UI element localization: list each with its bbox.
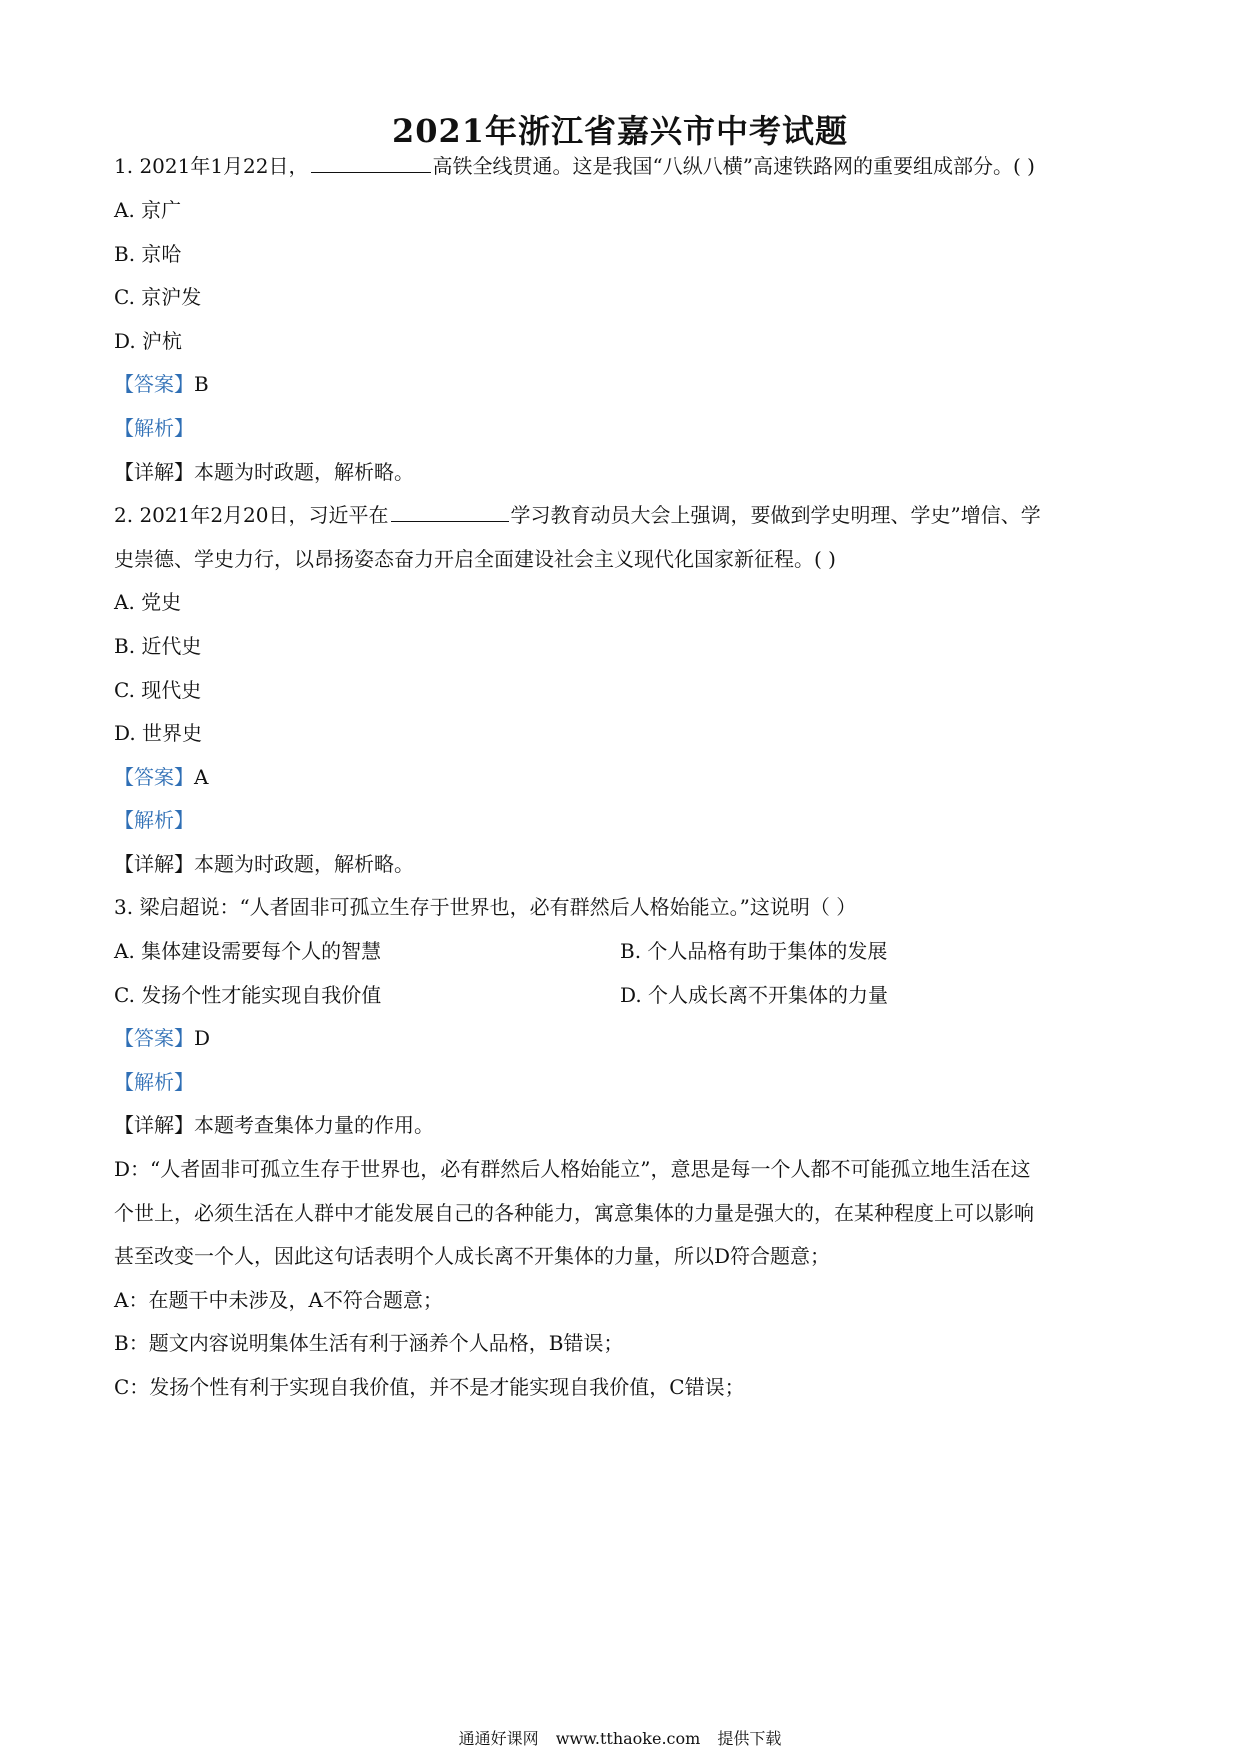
question-2-answer xyxy=(114,763,208,791)
question-3-analysis xyxy=(114,1068,194,1096)
answer-value: A xyxy=(194,765,209,789)
question-1-option-d: D. 沪杭 xyxy=(114,329,183,353)
answer-value: D xyxy=(194,1026,211,1050)
question-1-option-a: A. 京广 xyxy=(114,198,182,222)
explanation-line: 个世上，必须生活在人群中才能发展自己的各种能力，寓意集体的力量是强大的，在某种程度上可以影响 xyxy=(114,1201,1034,1225)
detail-text: 本题考查集体力量的作用。 xyxy=(194,1113,434,1137)
explanation-line: A：在题干中未涉及，A不符合题意； xyxy=(114,1288,443,1312)
answer-tag: 【答案】 xyxy=(114,1026,194,1050)
analysis-tag: 【解析】 xyxy=(114,416,194,440)
question-1-analysis xyxy=(114,414,194,442)
footer-url[interactable]: www.tthaoke.com xyxy=(555,1729,701,1748)
question-3-detail xyxy=(114,1111,434,1139)
answer-tag: 【答案】 xyxy=(114,372,194,396)
detail-text: 本题为时政题，解析略。 xyxy=(194,460,414,484)
question-1-blank xyxy=(311,154,431,173)
question-3-option-b: B. 个人品格有助于集体的发展 xyxy=(620,939,888,963)
question-1-answer xyxy=(114,370,209,398)
detail-tag: 【详解】 xyxy=(114,852,194,876)
question-2-option-a: A. 党史 xyxy=(114,590,182,614)
explanation-line: 甚至改变一个人，因此这句话表明个人成长离不开集体的力量，所以D符合题意； xyxy=(114,1244,831,1268)
question-2-stem-line2: 史崇德、学史力行，以昂扬姿态奋力开启全面建设社会主义现代化国家新征程。( ) xyxy=(114,547,836,571)
question-3-stem: 3. 梁启超说：“人者固非可孤立生存于世界也，必有群然后人格始能立。”这说明（ ） xyxy=(114,895,857,919)
question-2-stem xyxy=(114,501,1041,529)
footer-site-name: 通通好课网 xyxy=(458,1729,539,1748)
answer-value: B xyxy=(194,372,209,396)
question-2-detail xyxy=(114,850,414,878)
question-2-option-d: D. 世界史 xyxy=(114,721,203,745)
question-2-post: 学习教育动员大会上强调，要做到学史明理、学史”增信、学 xyxy=(510,503,1041,527)
question-3-answer xyxy=(114,1024,210,1052)
question-2-pre: 2. 2021年2月20日，习近平在 xyxy=(114,503,389,527)
question-3-option-c: C. 发扬个性才能实现自我价值 xyxy=(114,983,382,1007)
footer-action: 提供下载 xyxy=(717,1729,782,1748)
analysis-tag: 【解析】 xyxy=(114,808,194,832)
question-3-option-a: A. 集体建设需要每个人的智慧 xyxy=(114,939,382,963)
question-3-option-d: D. 个人成长离不开集体的力量 xyxy=(620,983,889,1007)
document-title: 2021年浙江省嘉兴市中考试题 xyxy=(391,112,849,150)
detail-tag: 【详解】 xyxy=(114,460,194,484)
detail-tag: 【详解】 xyxy=(114,1113,194,1137)
question-2-blank xyxy=(391,503,509,522)
question-1-stem xyxy=(114,152,1035,180)
explanation-line: C：发扬个性有利于实现自我价值，并不是才能实现自我价值，C错误； xyxy=(114,1375,745,1399)
question-1-option-b: B. 京哈 xyxy=(114,242,182,266)
question-2-option-c: C. 现代史 xyxy=(114,678,202,702)
detail-text: 本题为时政题，解析略。 xyxy=(194,852,414,876)
question-1-detail xyxy=(114,458,414,486)
answer-tag: 【答案】 xyxy=(114,765,194,789)
question-2-analysis xyxy=(114,806,194,834)
question-1-post: 高铁全线贯通。这是我国“八纵八横”高速铁路网的重要组成部分。( ) xyxy=(432,154,1035,178)
question-1-option-c: C. 京沪发 xyxy=(114,285,202,309)
explanation-line: D：“人者固非可孤立生存于世界也，必有群然后人格始能立”，意思是每一个人都不可能孤立地生活在这 xyxy=(114,1157,1031,1181)
page-footer xyxy=(0,1726,1240,1749)
question-1-pre: 1. 2021年1月22日， xyxy=(114,154,309,178)
question-2-option-b: B. 近代史 xyxy=(114,634,202,658)
explanation-line: B：题文内容说明集体生活有利于涵养个人品格，B错误； xyxy=(114,1331,624,1355)
analysis-tag: 【解析】 xyxy=(114,1070,194,1094)
